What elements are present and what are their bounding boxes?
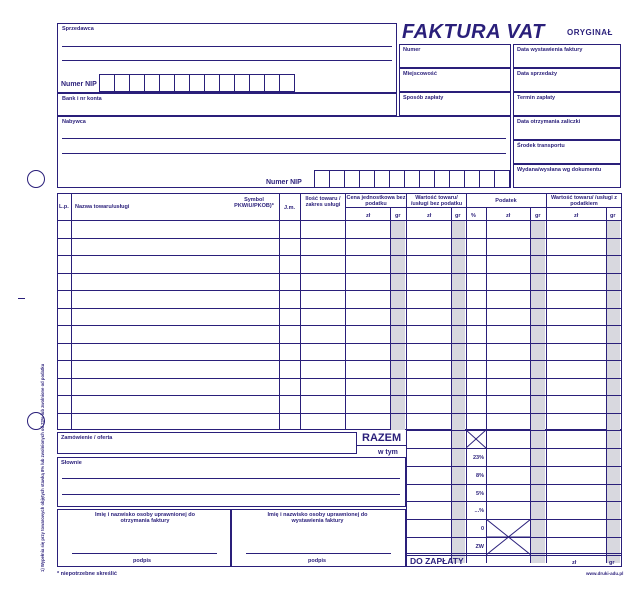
table-row-line [57,413,622,414]
nip-digit-cell[interactable] [404,170,420,188]
col-unit: J.m. [283,205,295,211]
rate-row-line [406,466,622,467]
nip-digit-cell[interactable] [419,170,435,188]
buyer-label: Nabywca [62,119,86,125]
nip-digit-cell[interactable] [329,170,345,188]
nip-digit-cell[interactable] [374,170,390,188]
nip-digit-cell[interactable] [204,74,220,92]
wtym-label: w tym [378,449,398,456]
seller-label: Sprzedawca [62,26,94,32]
col-tax: Podatek [495,198,517,204]
table-row-line [57,255,622,256]
nip-digit-cell[interactable] [174,74,190,92]
col-lp: L.p. [59,204,69,210]
fold-mark [18,298,25,299]
bank-label: Bank i nr konta [62,96,102,102]
rate-row-line [406,501,622,502]
table-row-line [57,378,622,379]
tax-rate-label: ZW [475,544,484,550]
nip-digit-cell[interactable] [144,74,160,92]
nip-digit-cell[interactable] [464,170,480,188]
buyer-nip-label: Numer NIP [266,179,302,186]
crossed-cell-top [466,430,486,448]
punch-hole-top [27,170,45,188]
rate-row-line [406,448,622,449]
tax-rate-label: ...% [474,508,484,515]
nip-digit-cell[interactable] [479,170,495,188]
nip-digit-cell[interactable] [264,74,280,92]
col-net: Wartość towaru/ /usługi bez podatku [410,195,463,207]
nip-digit-cell[interactable] [114,74,130,92]
table-row-line [57,273,622,274]
col-price: Cena jednostkowa bez podatku [346,195,406,207]
nip-digit-cell[interactable] [434,170,450,188]
tax-rate-label: 5% [476,490,484,497]
bank-box[interactable] [57,93,397,116]
copy-label: ORYGINAŁ [567,28,613,37]
nip-digit-cell[interactable] [494,170,510,188]
col-symbol: Symbol PKWiU/PKOB)* [234,197,274,209]
vertical-footnote: 1) Wypełnia się przy towarowych objętych stawką 8% lub zwolnionych od 23% lub zwolnione od podatku [40,363,45,572]
tax-rate-label: 8% [476,472,484,479]
nip-digit-cell[interactable] [344,170,360,188]
col-name: Nazwa towaru/usługi [75,204,130,210]
table-row-line [57,290,622,291]
nip-digit-cell[interactable] [449,170,465,188]
total-due-label: DO ZAPŁATY [410,556,464,566]
table-row-line [57,343,622,344]
nip-digit-cell[interactable] [129,74,145,92]
nip-digit-cell[interactable] [314,170,330,188]
table-row-line [57,360,622,361]
razem-label: RAZEM [362,432,402,444]
nip-digit-cell[interactable] [389,170,405,188]
tax-rate-label: 0 [480,526,484,533]
nip-digit-cell[interactable] [189,74,205,92]
tax-rate-label: 23% [472,455,484,461]
nip-digit-cell[interactable] [234,74,250,92]
table-row-line [57,395,622,396]
words-box[interactable] [57,457,406,507]
nip-digit-cell[interactable] [219,74,235,92]
nip-digit-cell[interactable] [279,74,295,92]
footer-url: www.druki-adu.pl [586,571,624,576]
crossed-cell-bottom [486,519,531,555]
nip-digit-cell[interactable] [99,74,115,92]
col-gross: Wartość towaru/ /usługi z podatkiem [550,195,618,207]
table-row-line [57,325,622,326]
nip-digit-cell[interactable] [249,74,265,92]
rate-row-line [406,484,622,485]
nip-digit-cell[interactable] [159,74,175,92]
footnote: * niepotrzebne skreślić [57,571,117,577]
col-qty: Ilość towaru / zakres usługi [305,196,341,208]
table-row-line [57,238,622,239]
table-row-line [57,308,622,309]
invoice-title: FAKTURA VAT [402,21,545,43]
nip-digit-cell[interactable] [359,170,375,188]
seller-nip-label: Numer NIP [61,81,97,88]
